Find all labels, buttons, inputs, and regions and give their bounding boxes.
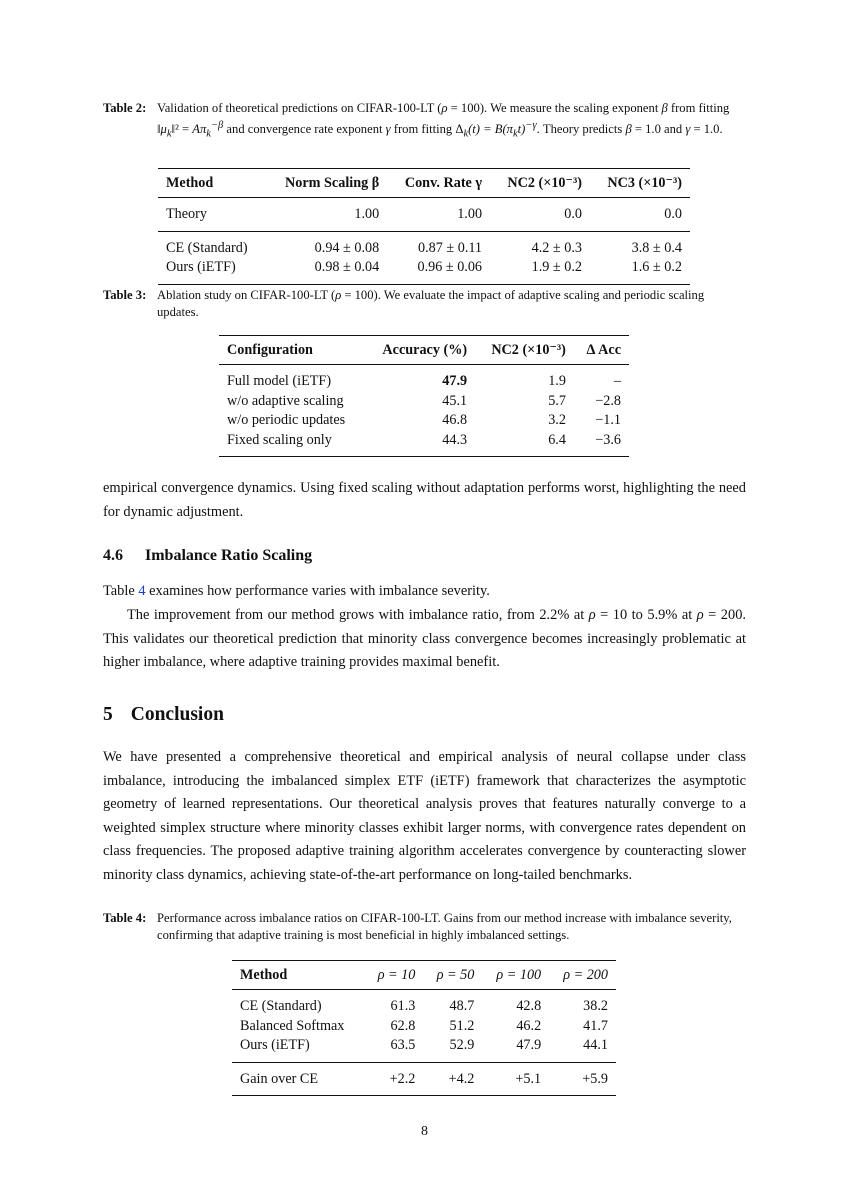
table-cell: Theory xyxy=(166,206,207,223)
table-cell: +5.1 xyxy=(482,1062,549,1096)
table4-label: Table 4: xyxy=(103,911,147,925)
table-cell: 0.94 ± 0.08 xyxy=(266,231,388,258)
table3-label: Table 3: xyxy=(103,288,147,302)
table-cell: 61.3 xyxy=(390,998,416,1015)
column-header: Δ Acc xyxy=(574,336,629,365)
table-row xyxy=(219,411,629,431)
table3-caption xyxy=(103,287,746,321)
math-beta: β xyxy=(625,122,632,137)
body-paragraph: We have presented a comprehensive theoretical and empirical analysis of neural collapse under class imbalance, introducing the imbalanced simplex ETF (iETF) framework that characterizes the asymptotic geometry of learned representations. Our theoretical analysis proves that features naturally converge to a weighted simplex structure where minority classes exhibit larger norms, with convergence rates dependent on class frequencies. The proposed adaptive training algorithm accelerates convergence by counteracting slower minority class dynamics, achieving state-of-the-art performance on long-tailed benchmarks. xyxy=(103,749,746,883)
math-expr: t) xyxy=(517,122,526,137)
section-number: 5 xyxy=(103,704,113,725)
caption-text: = 100). We evaluate the impact of adaptive scaling and periodic scaling updates. xyxy=(157,288,705,319)
table-cell: CE (Standard) xyxy=(240,998,322,1015)
table-cell: 0.87 ± 0.11 xyxy=(387,231,490,258)
table-cell: 52.9 xyxy=(449,1037,475,1054)
math-gamma: γ xyxy=(385,122,391,137)
column-header: Conv. Rate γ xyxy=(387,169,490,198)
section-title: Conclusion xyxy=(130,704,224,725)
table-cell: 1.9 xyxy=(548,373,566,390)
table-cell: 46.8 xyxy=(442,412,468,429)
table-cell: 3.2 xyxy=(548,412,566,429)
table-row xyxy=(219,365,629,392)
table-row xyxy=(232,990,616,1017)
math-subscript: k xyxy=(513,128,518,140)
table-row xyxy=(232,1017,616,1037)
section-heading xyxy=(103,547,312,565)
table-row xyxy=(219,431,629,457)
section-heading xyxy=(103,704,224,726)
math-superscript: −β xyxy=(210,120,224,131)
table-cell: +5.9 xyxy=(549,1062,616,1096)
math-rho: ρ xyxy=(335,288,342,302)
caption-text: Performance across imbalance ratios on CIFAR-100-LT. Gains from our method increase with imbalance severity, confirming that adaptive training is most beneficial in highly imbalanced settings. xyxy=(157,911,732,942)
caption-text: . Theory predicts xyxy=(536,122,626,137)
table2-caption xyxy=(103,100,746,143)
table-cell: 0.0 xyxy=(664,206,682,223)
math-subscript: k xyxy=(463,128,469,140)
caption-text: from fitting ‖ xyxy=(157,101,730,137)
caption-text: = 100). We measure the scaling exponent xyxy=(447,101,662,115)
column-header: ρ = 200 xyxy=(549,961,616,990)
caption-text: Ablation study on CIFAR-100-LT ( xyxy=(157,288,336,302)
table-cell: −3.6 xyxy=(574,431,629,457)
table-cell: 6.4 xyxy=(475,431,574,457)
table-cell: Ours (iETF) xyxy=(240,1037,310,1054)
table2-label: Table 2: xyxy=(103,101,147,115)
table-cell: – xyxy=(613,373,621,390)
table-cell: 1.00 xyxy=(457,206,483,223)
table-cell: −1.1 xyxy=(595,412,621,429)
table-row xyxy=(158,258,690,284)
table-cell: 5.7 xyxy=(548,392,566,409)
math-rho: ρ xyxy=(441,101,448,115)
table-cell: −2.8 xyxy=(595,392,621,409)
math-subscript: k xyxy=(206,128,211,140)
column-header: NC2 (×10⁻³) xyxy=(490,169,590,198)
math-api: Aπ xyxy=(192,122,207,137)
table-cell: Gain over CE xyxy=(232,1062,364,1096)
table-row xyxy=(158,231,690,258)
column-header: Method xyxy=(158,169,266,198)
table-cell: 0.98 ± 0.04 xyxy=(266,258,388,284)
table-cell: 47.9 xyxy=(516,1037,542,1054)
table-cell: 44.1 xyxy=(583,1037,608,1054)
table-cell: +4.2 xyxy=(423,1062,482,1096)
table-cell: 0.96 ± 0.06 xyxy=(387,258,490,284)
table-header-row xyxy=(232,961,616,990)
column-header: NC3 (×10⁻³) xyxy=(590,169,690,198)
math-subscript: k xyxy=(166,128,172,140)
table4-caption xyxy=(103,910,746,944)
paragraph-text: examines how performance varies with imbalance severity. xyxy=(145,583,490,599)
table-cell: 62.8 xyxy=(390,1017,416,1034)
table-cell: 45.1 xyxy=(442,392,468,409)
column-header: ρ = 100 xyxy=(482,961,549,990)
math-rho: ρ xyxy=(588,607,596,623)
column-header: ρ = 50 xyxy=(423,961,482,990)
table-cell: 1.9 ± 0.2 xyxy=(490,258,590,284)
body-paragraph: empirical convergence dynamics. Using fixed scaling without adaptation performs worst, highlighting the need for dynamic adjustment. xyxy=(103,480,746,520)
table-cell: 41.7 xyxy=(583,1017,608,1034)
table-cell: 48.7 xyxy=(449,998,475,1015)
column-header: Configuration xyxy=(219,336,365,365)
caption-text: ‖² = xyxy=(171,122,193,137)
table-cell: 3.8 ± 0.4 xyxy=(590,231,690,258)
column-header: ρ = 10 xyxy=(364,961,423,990)
paragraph-text: = 200. This validates our theoretical prediction that minority class convergence becomes increasingly problematic at higher imbalance, where adaptive training provides maximal benefit. xyxy=(103,607,746,670)
table-cell: w/o periodic updates xyxy=(227,412,346,429)
table-cell: 4.2 ± 0.3 xyxy=(490,231,590,258)
paragraph-text: = 10 to 5.9% at xyxy=(595,607,697,623)
page-number: 8 xyxy=(421,1124,428,1139)
section-number: 4.6 xyxy=(103,547,123,564)
table-cell: Balanced Softmax xyxy=(240,1017,345,1034)
table-cell: Fixed scaling only xyxy=(219,431,365,457)
table4 xyxy=(232,960,616,1096)
table-cell: 44.3 xyxy=(365,431,475,457)
table-row xyxy=(219,392,629,412)
column-header: NC2 (×10⁻³) xyxy=(475,336,574,365)
math-beta: β xyxy=(661,101,668,115)
table3 xyxy=(219,335,629,457)
table-row-gain xyxy=(232,1062,616,1096)
caption-text: and convergence rate exponent xyxy=(223,122,386,137)
column-header: Norm Scaling β xyxy=(266,169,388,198)
section-title: Imbalance Ratio Scaling xyxy=(145,547,313,564)
math-gamma: γ xyxy=(685,122,691,137)
paragraph-text: The improvement from our method grows with imbalance ratio, from 2.2% at xyxy=(127,607,589,623)
math-mu: μ xyxy=(160,122,167,137)
table-cell: 38.2 xyxy=(583,998,608,1015)
table-cell: 42.8 xyxy=(516,998,542,1015)
table-cell: 63.5 xyxy=(390,1037,416,1054)
body-paragraph xyxy=(103,580,746,604)
column-header: Method xyxy=(232,961,364,990)
table-cell: Ours (iETF) xyxy=(158,258,266,284)
caption-text: = 1.0. xyxy=(690,122,723,137)
table-reference-link[interactable]: 4 xyxy=(138,583,146,599)
table-cell: 1.00 xyxy=(354,206,380,223)
math-superscript: −γ xyxy=(525,120,537,131)
body-paragraph xyxy=(103,604,746,675)
table-header-row xyxy=(158,169,690,198)
table-cell: 51.2 xyxy=(449,1017,475,1034)
table-cell: +2.2 xyxy=(364,1062,423,1096)
caption-text: = 1.0 and xyxy=(631,122,686,137)
table2 xyxy=(158,168,690,285)
math-expr: (t) = B(π xyxy=(468,122,513,137)
table-cell: 1.6 ± 0.2 xyxy=(590,258,690,284)
table-cell: CE (Standard) xyxy=(158,231,266,258)
table-cell-best: 47.9 xyxy=(442,373,468,390)
table-cell: 0.0 xyxy=(564,206,582,223)
paragraph-text: Table xyxy=(103,583,139,599)
table-cell: w/o adaptive scaling xyxy=(227,392,344,409)
caption-text: from fitting Δ xyxy=(390,122,464,137)
table-row xyxy=(232,1036,616,1062)
table-cell: Full model (iETF) xyxy=(227,373,332,390)
caption-text: Validation of theoretical predictions on CIFAR-100-LT ( xyxy=(157,101,442,115)
column-header: Accuracy (%) xyxy=(365,336,475,365)
table-row xyxy=(158,198,690,232)
math-rho: ρ xyxy=(696,607,704,623)
table-header-row xyxy=(219,336,629,365)
table-cell: 46.2 xyxy=(516,1017,542,1034)
